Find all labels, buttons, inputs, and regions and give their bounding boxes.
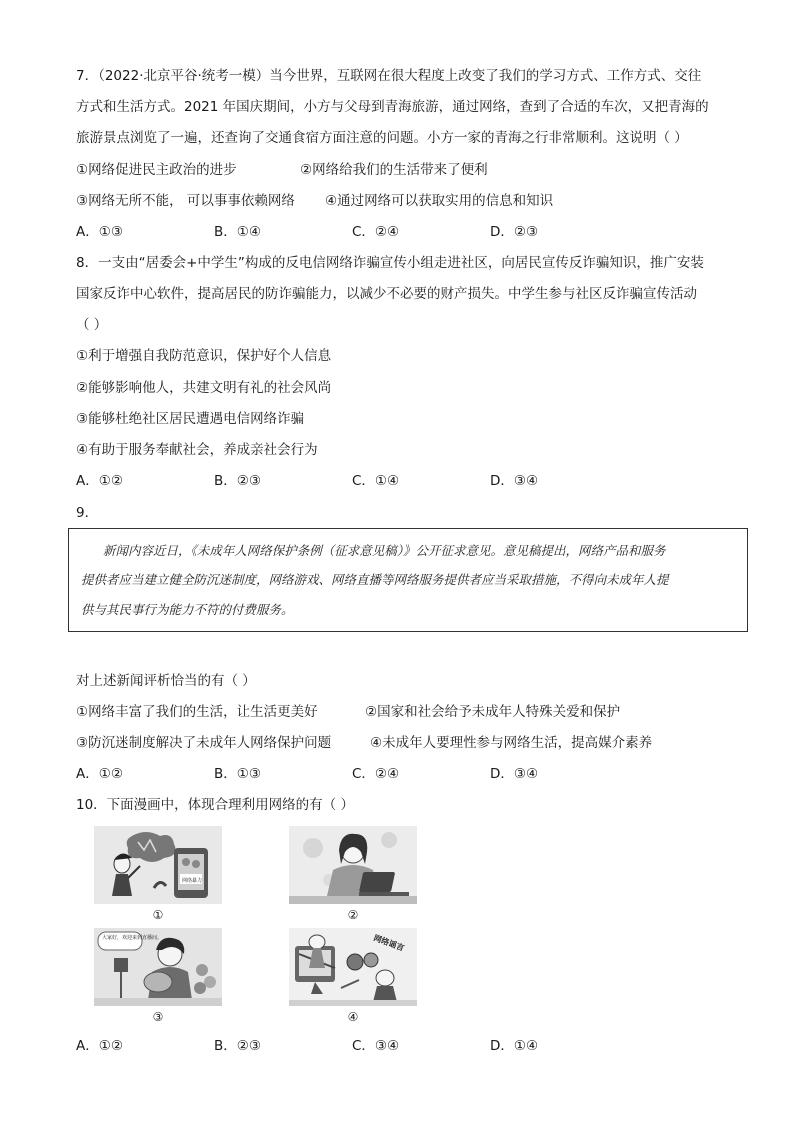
cartoon-2-caption: ② (347, 908, 359, 922)
q8-option-d[interactable]: D．③④ (490, 473, 539, 489)
q8-statement-4: ④有助于服务奉献社会，养成亲社会行为 (76, 442, 318, 458)
q8-statement-1: ①利于增强自我防范意识，保护好个人信息 (76, 348, 332, 364)
news-line-3: 供与其民事行为能力不符的付费服务。 (81, 602, 294, 617)
cartoon-3-image (94, 928, 222, 1006)
news-line-2: 提供者应当建立健全防沉迷制度，网络游戏、网络直播等网络服务提供者应当采取措施，不得向未成年人提 (81, 572, 669, 587)
cartoon-2-image (289, 826, 417, 904)
q9-statement-4: ④未成年人要理性参与网络生活，提高媒介素养 (370, 735, 653, 751)
q8-statement-2: ②能够影响他人，共建文明有礼的社会风尚 (76, 380, 332, 396)
q8-line-3: （ ） (76, 317, 108, 333)
q7-statement-1: ①网络促进民主政治的进步 (76, 162, 237, 178)
news-line-1: 新闻内容近日，《未成年人网络保护条例（征求意见稿）》公开征求意见。意见稿提出，网络产品和服务 (103, 543, 666, 558)
q8-line-2: 国家反诈中心软件，提高居民的防诈骗能力，以减少不必要的财产损失。中学生参与社区反诈骗宣传活动 (76, 286, 697, 302)
q7-statement-3: ③网络无所不能， 可以事事依赖网络 (76, 193, 295, 209)
cartoon-4-caption: ④ (347, 1010, 359, 1024)
q9-option-d[interactable]: D．③④ (490, 766, 539, 782)
q9-option-a[interactable]: A．①② (76, 766, 123, 782)
q7-option-b[interactable]: B．①④ (214, 224, 261, 240)
q7-statement-4: ④通过网络可以获取实用的信息和知识 (325, 193, 554, 209)
q9-statement-3: ③防沉迷制度解决了未成年人网络保护问题 (76, 735, 332, 751)
news-box (68, 528, 748, 632)
cartoon-4-label: 网络谣言 (372, 933, 406, 953)
q7-option-a[interactable]: A．①③ (76, 224, 123, 240)
q10-option-b[interactable]: B．②③ (214, 1038, 261, 1054)
q8-line-1: 8．一支由“居委会+中学生”构成的反电信网络诈骗宣传小组走进社区，向居民宣传反诈骗知识，推广安装 (76, 255, 704, 271)
q7-option-d[interactable]: D．②③ (490, 224, 539, 240)
q9-stem: 对上述新闻评析恰当的有（ ） (76, 673, 256, 689)
q8-option-a[interactable]: A．①② (76, 473, 123, 489)
q9-option-c[interactable]: C．②④ (352, 766, 400, 782)
cartoon-4-image (289, 928, 417, 1006)
q7-statement-2: ②网络给我们的生活带来了便利 (300, 162, 488, 178)
q8-option-b[interactable]: B．②③ (214, 473, 261, 489)
q9-option-b[interactable]: B．①③ (214, 766, 261, 782)
q9-statement-1: ①网络丰富了我们的生活，让生活更美好 (76, 704, 318, 720)
cartoon-3-label: 大家好，欢迎来到直播间。 (102, 935, 163, 941)
q10-stem: 10．下面漫画中，体现合理利用网络的有（ ） (76, 797, 354, 813)
cartoon-1-caption: ① (152, 908, 164, 922)
q8-option-c[interactable]: C．①④ (352, 473, 400, 489)
q8-statement-3: ③能够杜绝社区居民遭遇电信网络诈骗 (76, 411, 305, 427)
q7-option-c[interactable]: C．②④ (352, 224, 400, 240)
q10-option-a[interactable]: A．①② (76, 1038, 123, 1054)
cartoon-1-label: 网络暴力 (182, 878, 203, 884)
cartoon-1-image (94, 826, 222, 904)
q10-option-c[interactable]: C．③④ (352, 1038, 400, 1054)
q7-line-1: 7．（2022·北京平谷·统考一模）当今世界，互联网在很大程度上改变了我们的学习方式、工作方式、交往 (76, 68, 702, 84)
q7-line-3: 旅游景点浏览了一遍，还查询了交通食宿方面注意的问题。小方一家的青海之行非常顺利。这说明（ ） (76, 130, 688, 146)
q9-statement-2: ②国家和社会给予未成年人特殊关爱和保护 (365, 704, 621, 720)
q10-option-d[interactable]: D．①④ (490, 1038, 539, 1054)
cartoon-3-caption: ③ (152, 1010, 164, 1024)
q7-line-2: 方式和生活方式。2021 年国庆期间，小方与父母到青海旅游，通过网络，查到了合适的车次，又把青海的 (76, 99, 709, 115)
q9-number: 9． (76, 505, 99, 521)
